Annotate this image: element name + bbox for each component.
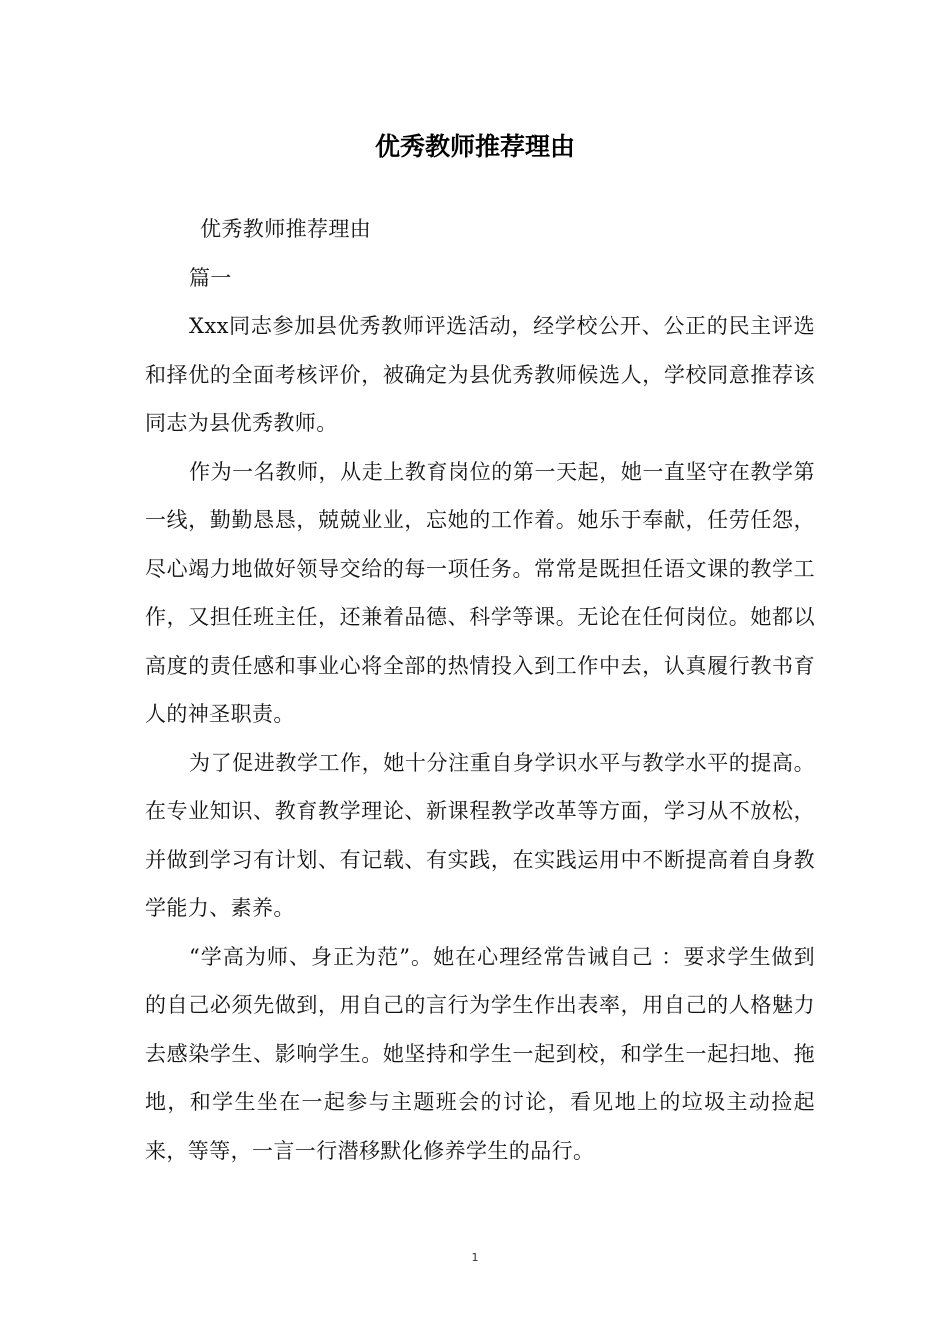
document-title: 优秀教师推荐理由 [374,132,575,161]
document-body [145,205,815,1175]
document-subtitle: 优秀教师推荐理由 [200,217,372,241]
page-number: 1 [471,1251,479,1264]
section-label: 篇一 [189,265,232,290]
paragraph-4: “学高为师、身正为范”。她在心理经常告诫自己 ：要求学生做到的自己必须先做到，用自己的言行为学生作出表率，用自己的人格魅力去感染学生、影响学生。她坚持和学生一起到校，和学生一起扫地、拖地，和学生坐在一起参与主题班会的讨论，看见地上的垃圾主动捡起来，等等，一言一行潜移默化修养学生的品行。 [145,944,815,1163]
paragraph-3: 为了促进教学工作，她十分注重自身学识水平与教学水平的提高。在专业知识、教育教学理论、新课程教学改革等方面，学习从不放松，并做到学习有计划、有记载、有实践，在实践运用中不断提高着自身教学能力、素养。 [145,750,815,920]
paragraph-2: 作为一名教师，从走上教育岗位的第一天起，她一直坚守在教学第一线，勤勤恳恳，兢兢业业，忘她的工作着。她乐于奉献，任劳任怨，尽心竭力地做好领导交给的每一项任务。常常是既担任语文课的教学工作，又担任班主任，还兼着品德、科学等课。无论在任何岗位。她都以高度的责任感和事业心将全部的热情投入到工作中去，认真履行教书育人的神圣职责。 [145,459,815,726]
paragraph-1: Xxx同志参加县优秀教师评选活动，经学校公开、公正的民主评选和择优的全面考核评价，被确定为县优秀教师候选人，学校同意推荐该同志为县优秀教师。 [145,314,815,435]
